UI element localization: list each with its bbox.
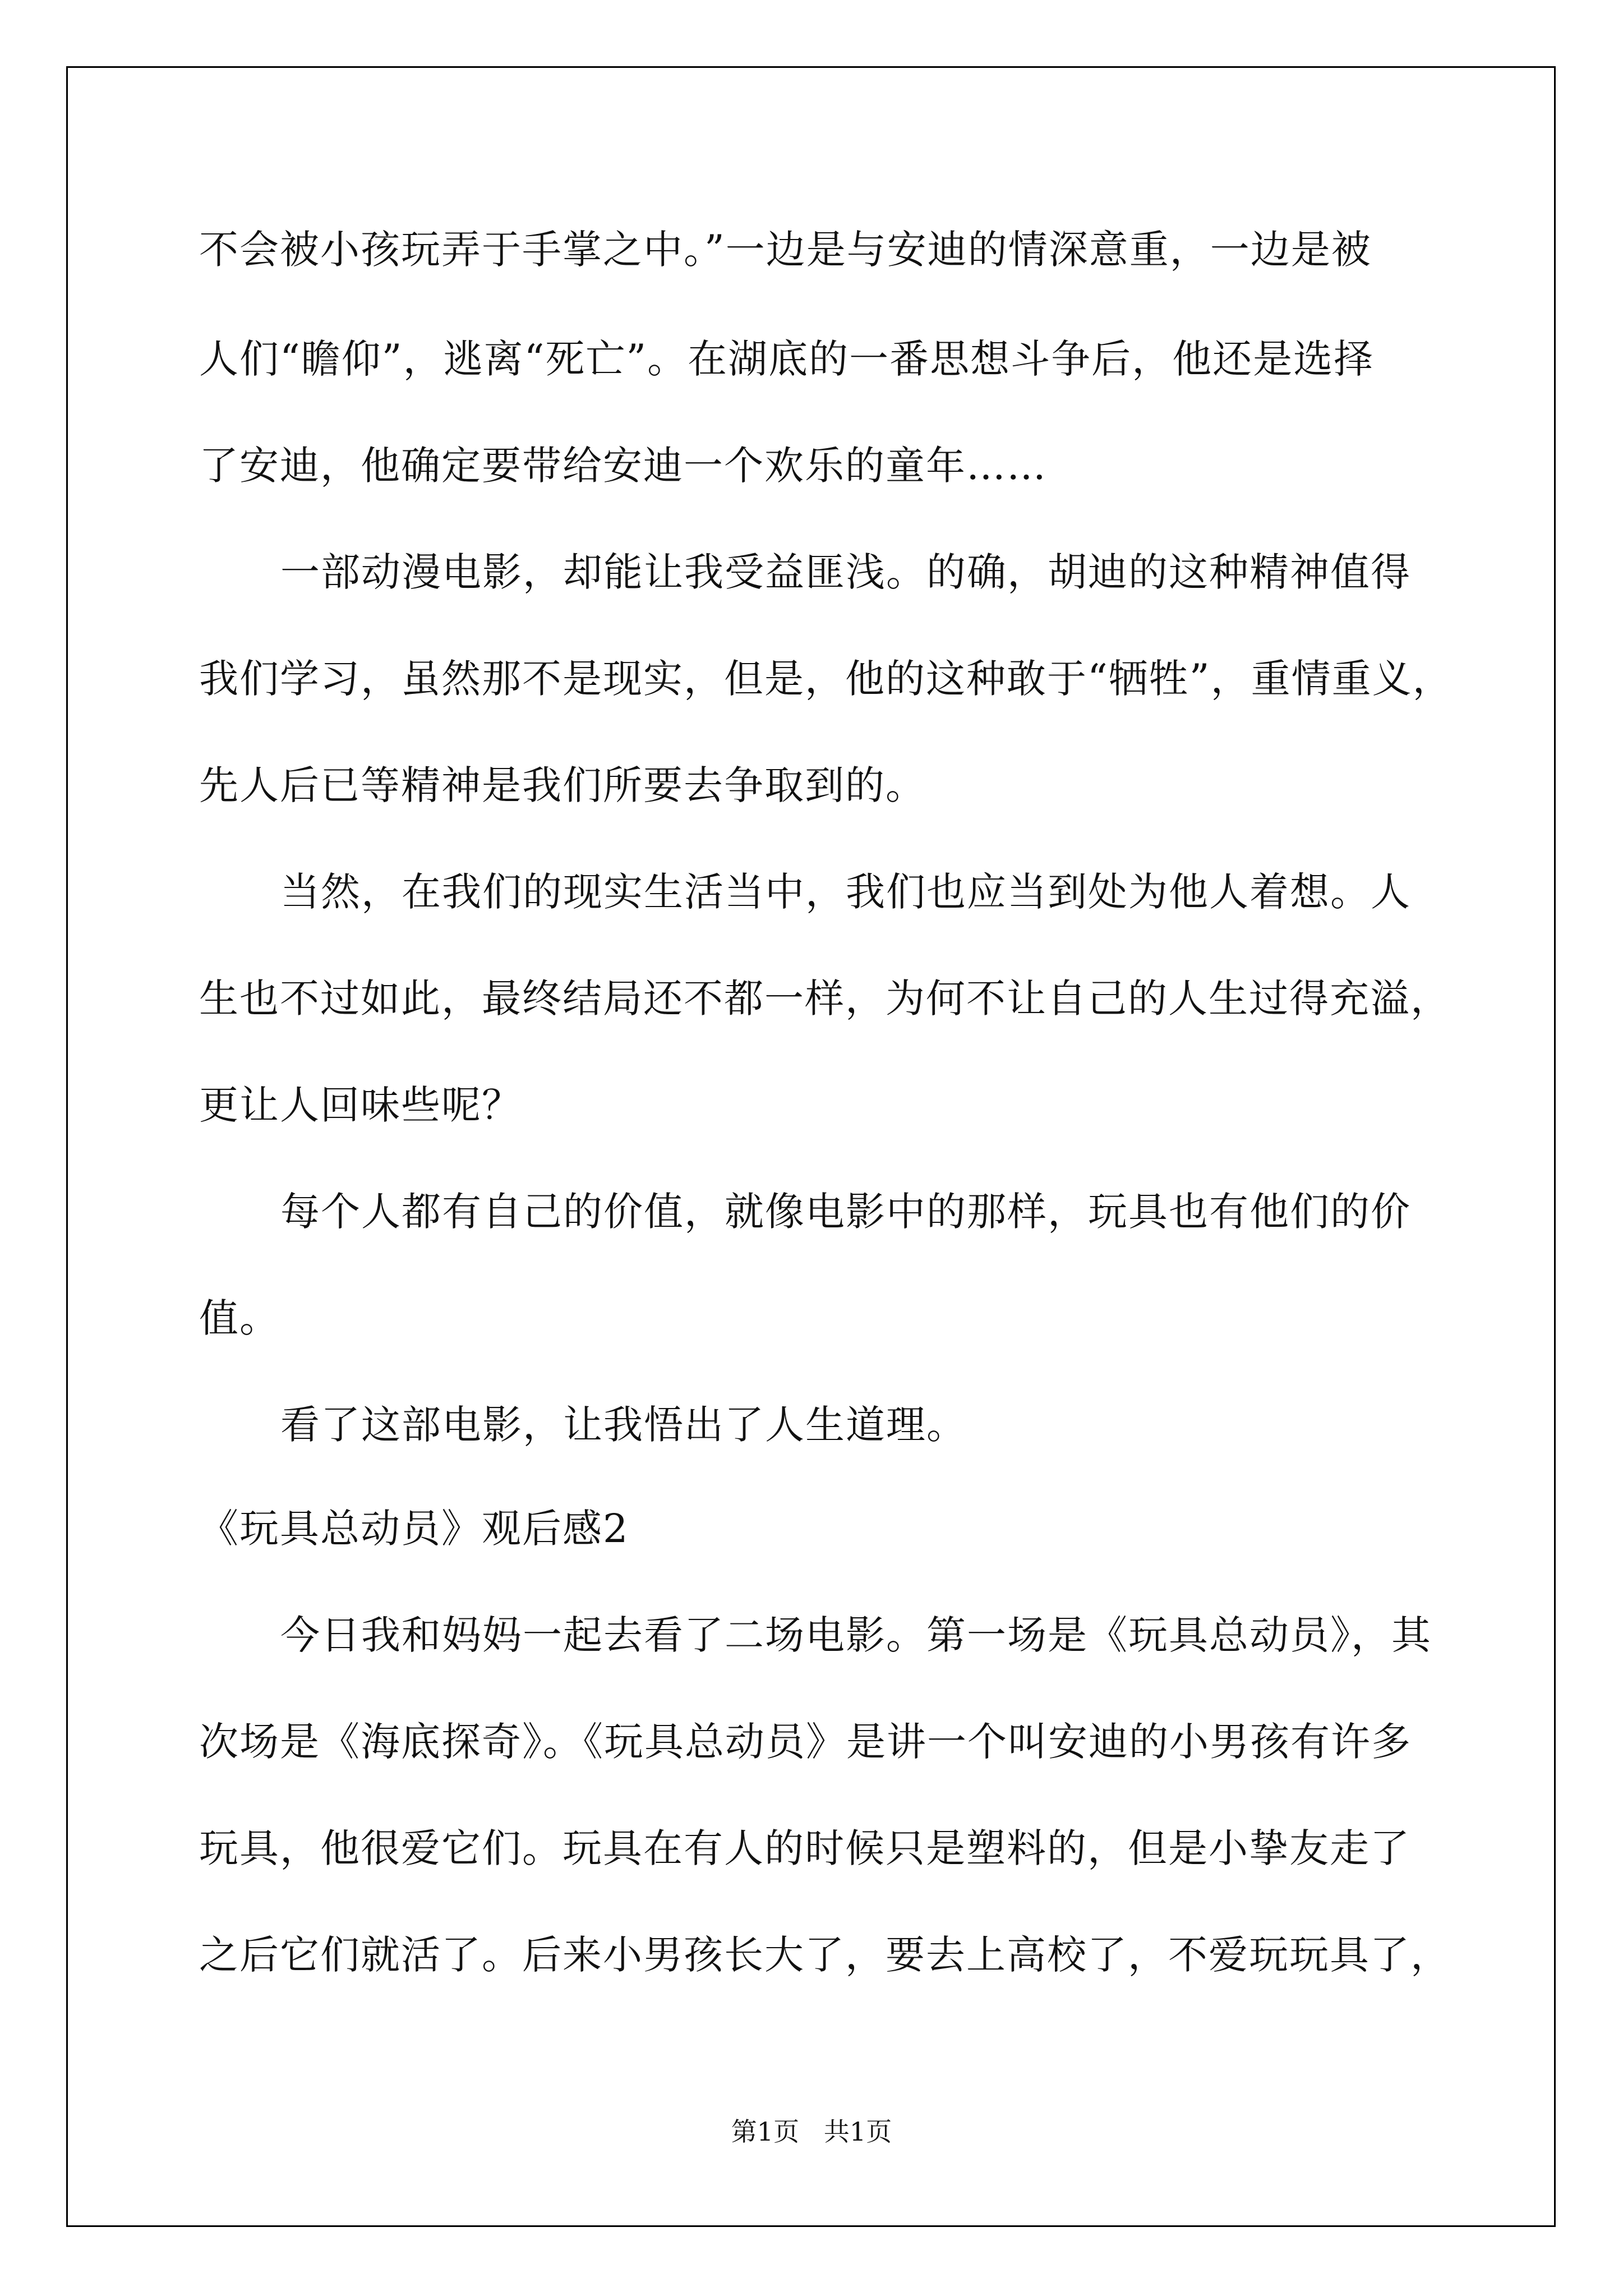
text-line: 人们“瞻仰”，逃离“死亡”。在湖底的一番思想斗争后，他还是选择 [199,336,1375,382]
text-line: 玩具，他很爱它们。玩具在有人的时候只是塑料的，但是小挚友走了 [199,1825,1410,1871]
page-border [66,66,1556,2227]
text-line: 了安迪，他确定要带给安迪一个欢乐的童年…… [199,443,1047,489]
text-line: 先人后已等精神是我们所要去争取到的。 [199,762,926,808]
text-line: 生也不过如此，最终结局还不都一样，为何不让自己的人生过得充溢， [199,976,1451,1022]
paragraph-start-line: 每个人都有自己的价值，就像电影中的那样，玩具也有他们的价 [280,1189,1411,1235]
paragraph-start-line: 一部动漫电影，却能让我受益匪浅。的确，胡迪的这种精神值得 [280,549,1411,595]
text-line: 之后它们就活了。后来小男孩长大了，要去上高校了，不爱玩玩具了， [199,1932,1451,1978]
text-line: 不会被小孩玩弄于手掌之中。”一边是与安迪的情深意重，一边是被 [199,227,1372,273]
section-heading: 《玩具总动员》观后感2 [199,1506,629,1552]
text-line: 值。 [199,1295,280,1341]
text-line: 更让人回味些呢？ [199,1082,522,1128]
text-line: 次场是《海底探奇》。《玩具总动员》是讲一个叫安迪的小男孩有许多 [199,1719,1412,1765]
paragraph-start-line: 看了这部电影，让我悟出了人生道理。 [280,1402,967,1448]
paragraph-start-line: 今日我和妈妈一起去看了二场电影。第一场是《玩具总动员》，其 [280,1612,1432,1658]
paragraph-start-line: 当然，在我们的现实生活当中，我们也应当到处为他人着想。人 [280,869,1411,915]
page-footer: 第1页 共1页 [731,2116,892,2147]
text-line: 我们学习，虽然那不是现实，但是，他的这种敢于“牺牲”，重情重义， [199,656,1453,702]
